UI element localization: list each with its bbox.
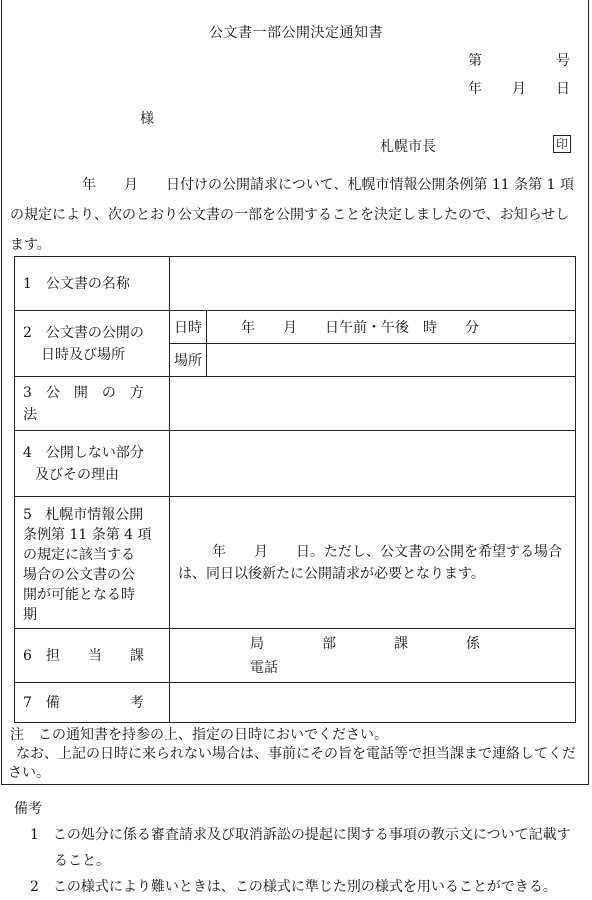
remarks-section [14, 796, 584, 900]
row-label: 1 公文書の名称 [15, 257, 170, 311]
document-title: 公文書一部公開決定通知書 [209, 25, 383, 41]
note-line: なお、上記の日時に来られない場合は、事前にその旨を電話等で担当課まで連絡してください。 [8, 746, 576, 781]
intro-paragraph: 年 月 日付けの公開請求について、札幌市情報公開条例第 11 条第 1 項の規定により、次のとおり公文書の一部を公開することを決定しましたので、お知らせします。 [10, 177, 574, 253]
table-row [15, 497, 576, 629]
number-prefix: 第 [468, 53, 482, 69]
row-label-line: 日時及び場所 [41, 346, 125, 363]
place-value [207, 344, 576, 377]
row-label-line: 条例第 11 条第 4 項 [23, 527, 152, 543]
table-row [15, 257, 576, 311]
table-row [15, 431, 576, 497]
row-label [15, 311, 170, 377]
seal-mark [553, 135, 571, 153]
row-value [170, 377, 576, 431]
row-label [15, 497, 170, 629]
place-label: 場所 [170, 344, 207, 377]
table-row [15, 311, 576, 344]
row-label: 7 備 考 [15, 683, 170, 723]
row-label: 6 担 当 課 [15, 629, 170, 683]
row-label-line: 開が可能となる時 [23, 587, 135, 603]
date-year: 年 [468, 81, 482, 97]
row-value [170, 431, 576, 497]
disclosure-table [14, 256, 576, 723]
datetime-label: 日時 [170, 311, 207, 344]
sender-name: 札幌市長 [380, 139, 436, 155]
table-row [15, 629, 576, 683]
row-label-line [23, 505, 161, 525]
notes-section [8, 726, 586, 783]
remarks-item: 2 この様式により難いときは、この様式に準じた別の様式を用いることができる。 [30, 879, 557, 895]
remarks-item: 1 この処分に係る審査請求及び取消訴訟の提起に関する事項の教示文について記載すること。 [30, 827, 571, 869]
row-label-line: 4 公開しない部分 [23, 444, 144, 461]
row-value [170, 629, 576, 683]
date-month: 月 [512, 81, 526, 97]
row-label-line: の規定に該当する [23, 547, 135, 563]
seal-box: 印 [553, 135, 571, 153]
datetime-value: 年 月 日午前・午後 時 分 [207, 311, 576, 344]
table-row [15, 377, 576, 431]
row-label [15, 431, 170, 497]
row-label-line: 期 [23, 607, 37, 623]
number-suffix: 号 [556, 53, 570, 69]
ka-label: 課 [394, 635, 408, 652]
table-row [15, 683, 576, 723]
row-label-line: 場合の公文書の公 [23, 567, 135, 583]
note-line: 注 この通知書を持参の上、指定の日時においでください。 [10, 727, 388, 743]
row-value: 年 月 日。ただし、公文書の公開を希望する場合は、同日以後新たに公開請求が必要となります。 [170, 497, 576, 629]
phone-label: 電話 [250, 659, 278, 676]
addressee-suffix: 様 [140, 111, 154, 127]
date-day: 日 [556, 81, 570, 97]
section-line [178, 632, 567, 656]
row-label-line: 及びその理由 [35, 466, 119, 483]
row-label: 3 公 開 の 方 法 [15, 377, 170, 431]
bu-label: 部 [322, 635, 336, 652]
row-label-line: 2 公文書の公開の [23, 324, 144, 341]
remarks-heading: 備考 [14, 801, 42, 817]
row-value [170, 683, 576, 723]
kakari-label: 係 [466, 635, 480, 652]
row-label-num: 5 [23, 507, 32, 523]
row-value [170, 257, 576, 311]
kyoku-label: 局 [250, 635, 264, 652]
row-label-text: 札幌市情報公開 [45, 507, 144, 523]
